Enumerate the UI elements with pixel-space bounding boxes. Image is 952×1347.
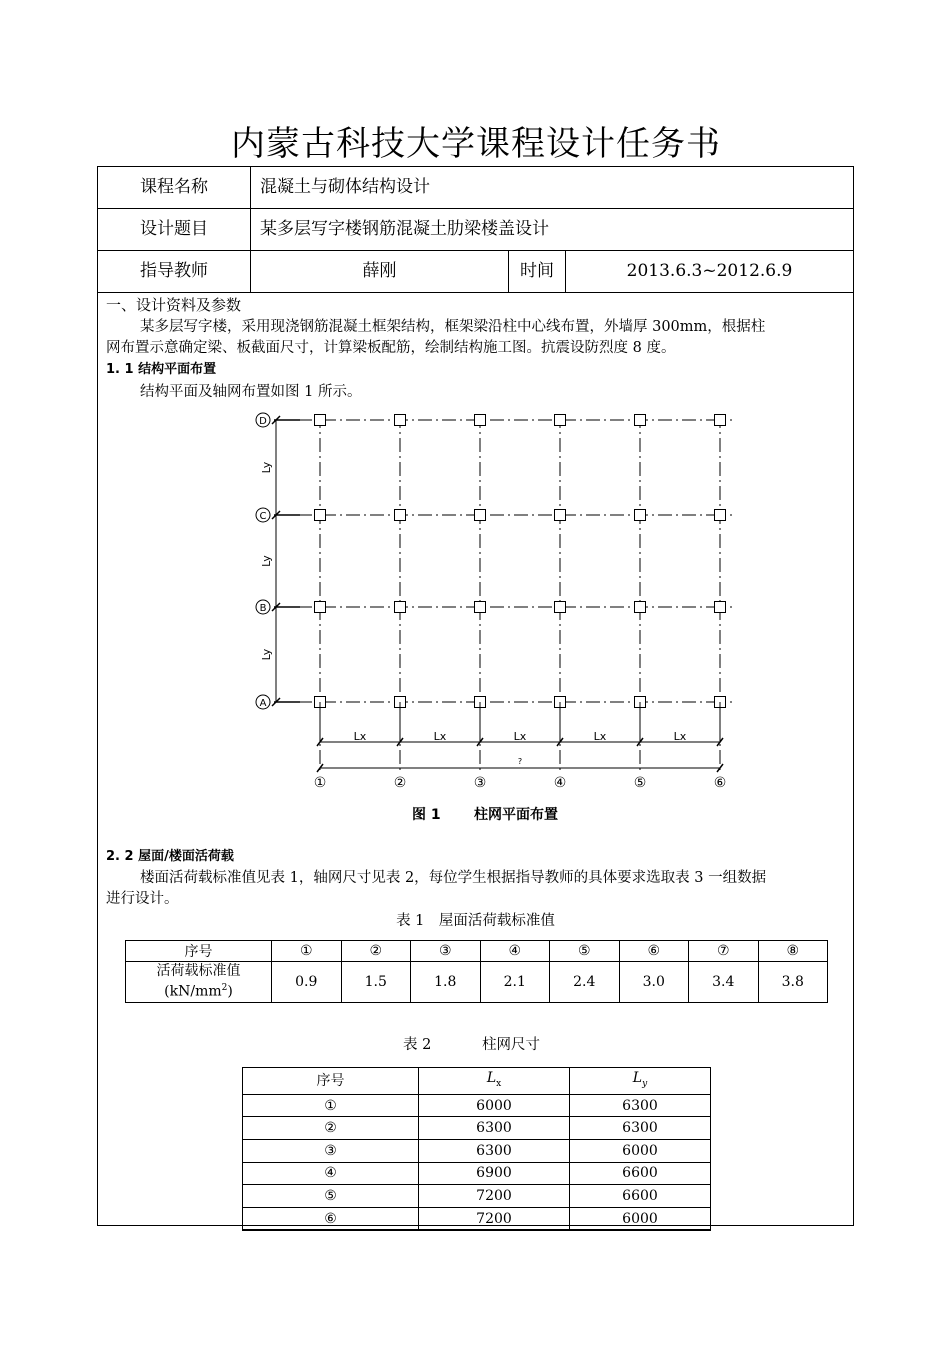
table2-cell: 7200 (419, 1207, 570, 1230)
column-mark (395, 602, 406, 613)
section1-para-line2: 网布置示意确定梁、板截面尺寸，计算梁板配筋，绘制结构施工图。抗震设防烈度 8 度。 (106, 340, 676, 356)
axis-label-col: ⑥ (713, 775, 727, 791)
column-mark (315, 415, 326, 426)
table2-caption-text: 柱网尺寸 (482, 1037, 540, 1053)
table1-value-cell: 2.1 (480, 962, 550, 1003)
table1-row-label-line2: (kN/mm (164, 983, 222, 1000)
column-mark (475, 510, 486, 521)
table1-row-label-close: ) (227, 983, 233, 1000)
axis-label-col: ④ (553, 775, 567, 791)
section2-2-para-line2: 进行设计。 (106, 891, 179, 907)
table2-cell: ① (243, 1094, 419, 1117)
table2-cell: 6300 (570, 1094, 711, 1117)
table2-cell: ⑥ (243, 1207, 419, 1230)
lx-label: Lx (513, 730, 527, 743)
table1-header-cell: ① (272, 941, 342, 962)
axis-label-row: C (259, 511, 267, 522)
table2-cell: 7200 (419, 1185, 570, 1208)
column-mark (555, 415, 566, 426)
time-label: 时间 (520, 261, 554, 281)
table1-value-cell: 3.4 (689, 962, 759, 1003)
total-dimension-label: ? (517, 757, 523, 766)
table1-header-cell: ② (341, 941, 411, 962)
axis-label-col: ② (393, 775, 407, 791)
table1-value-cell: 2.4 (550, 962, 620, 1003)
section1-1-heading: 1. 1 结构平面布置 (106, 362, 217, 377)
table2-cell: 6600 (570, 1185, 711, 1208)
ly-label: Ly (260, 648, 273, 661)
table2-cell: 6000 (570, 1139, 711, 1162)
table2-cell: 6900 (419, 1162, 570, 1185)
axis-label-col: ⑤ (633, 775, 647, 791)
table2-cell: 6000 (570, 1207, 711, 1230)
table2-caption-num: 表 2 (403, 1037, 432, 1053)
table2-cell: 6300 (419, 1117, 570, 1140)
section1-1-text: 结构平面及轴网布置如图 1 所示。 (140, 384, 362, 400)
axis-label-col: ③ (473, 775, 487, 791)
table1-col0-header: 序号 (126, 941, 272, 962)
section1-heading: 一、设计资料及参数 (106, 296, 242, 314)
table1-row-label-sup: 2 (221, 983, 228, 994)
column-mark (395, 415, 406, 426)
lx-label: Lx (433, 730, 447, 743)
column-mark (715, 602, 726, 613)
lx-label: Lx (673, 730, 687, 743)
table1-header-cell: ⑧ (758, 941, 828, 962)
table1-value-cell: 1.8 (411, 962, 481, 1003)
table1-header-cell: ⑥ (619, 941, 689, 962)
course-value: 混凝土与砌体结构设计 (260, 177, 430, 197)
column-mark (315, 510, 326, 521)
table1-header-cell: ⑤ (550, 941, 620, 962)
axis-label-row: B (259, 603, 267, 614)
table1-header-cell: ③ (411, 941, 481, 962)
column-mark (715, 415, 726, 426)
column-mark (635, 602, 646, 613)
time-value: 2013.6.3~2012.6.9 (626, 261, 793, 281)
axis-label-row: D (259, 416, 267, 427)
table1-row-label-line1: 活荷载标准值 (156, 963, 241, 980)
column-mark (555, 602, 566, 613)
teacher-label: 指导教师 (140, 261, 208, 281)
table2-cell: ④ (243, 1162, 419, 1185)
column-mark (715, 510, 726, 521)
section2-2-heading: 2. 2 屋面/楼面活荷载 (106, 849, 234, 864)
table1-caption: 表 1 屋面活荷载标准值 (396, 913, 555, 929)
course-label: 课程名称 (140, 177, 208, 197)
figure1-caption-text: 柱网平面布置 (474, 807, 558, 823)
lx-label: Lx (593, 730, 607, 743)
ly-label: Ly (260, 461, 273, 474)
column-mark (475, 602, 486, 613)
teacher-value: 薛刚 (362, 261, 397, 281)
ly-label: Ly (260, 555, 273, 567)
table1-header-cell: ⑦ (689, 941, 759, 962)
page-title: 内蒙古科技大学课程设计任务书 (231, 124, 721, 164)
table1-value-cell: 0.9 (272, 962, 342, 1003)
figure1-caption-num: 图 1 (412, 807, 441, 823)
lx-label: Lx (353, 730, 367, 743)
table2-cell: ③ (243, 1139, 419, 1162)
column-mark (635, 510, 646, 521)
ly-header-text: $L_y$ (632, 1070, 648, 1089)
topic-value: 某多层写字楼钢筋混凝土肋梁楼盖设计 (260, 219, 549, 239)
table1-value-cell: 3.8 (758, 962, 828, 1003)
column-mark (555, 510, 566, 521)
table1-value-cell: 3.0 (619, 962, 689, 1003)
table2-cell: 6300 (570, 1117, 711, 1140)
axis-label-row: A (259, 698, 267, 709)
section2-2-para-line1: 楼面活荷载标准值见表 1，轴网尺寸见表 2，每位学生根据指导教师的具体要求选取表 3 一组数据 (140, 870, 767, 886)
table2-header-index: 序号 (243, 1068, 419, 1095)
axis-label-col: ① (313, 775, 327, 791)
table2-cell: ⑤ (243, 1185, 419, 1208)
column-mark (315, 602, 326, 613)
table2-cell: 6600 (570, 1162, 711, 1185)
table1-header-cell: ④ (480, 941, 550, 962)
column-mark (635, 415, 646, 426)
section1-para-line1: 某多层写字楼，采用现浇钢筋混凝土框架结构，框架梁沿柱中心线布置，外墙厚 300mm，根据柱 (140, 319, 766, 335)
table2-cell: ② (243, 1117, 419, 1140)
table2-cell: 6300 (419, 1139, 570, 1162)
column-mark (475, 415, 486, 426)
table2-cell: 6000 (419, 1094, 570, 1117)
topic-label: 设计题目 (140, 219, 208, 239)
table1-value-cell: 1.5 (341, 962, 411, 1003)
lx-header-text: $L_x$ (486, 1070, 502, 1089)
column-mark (395, 510, 406, 521)
